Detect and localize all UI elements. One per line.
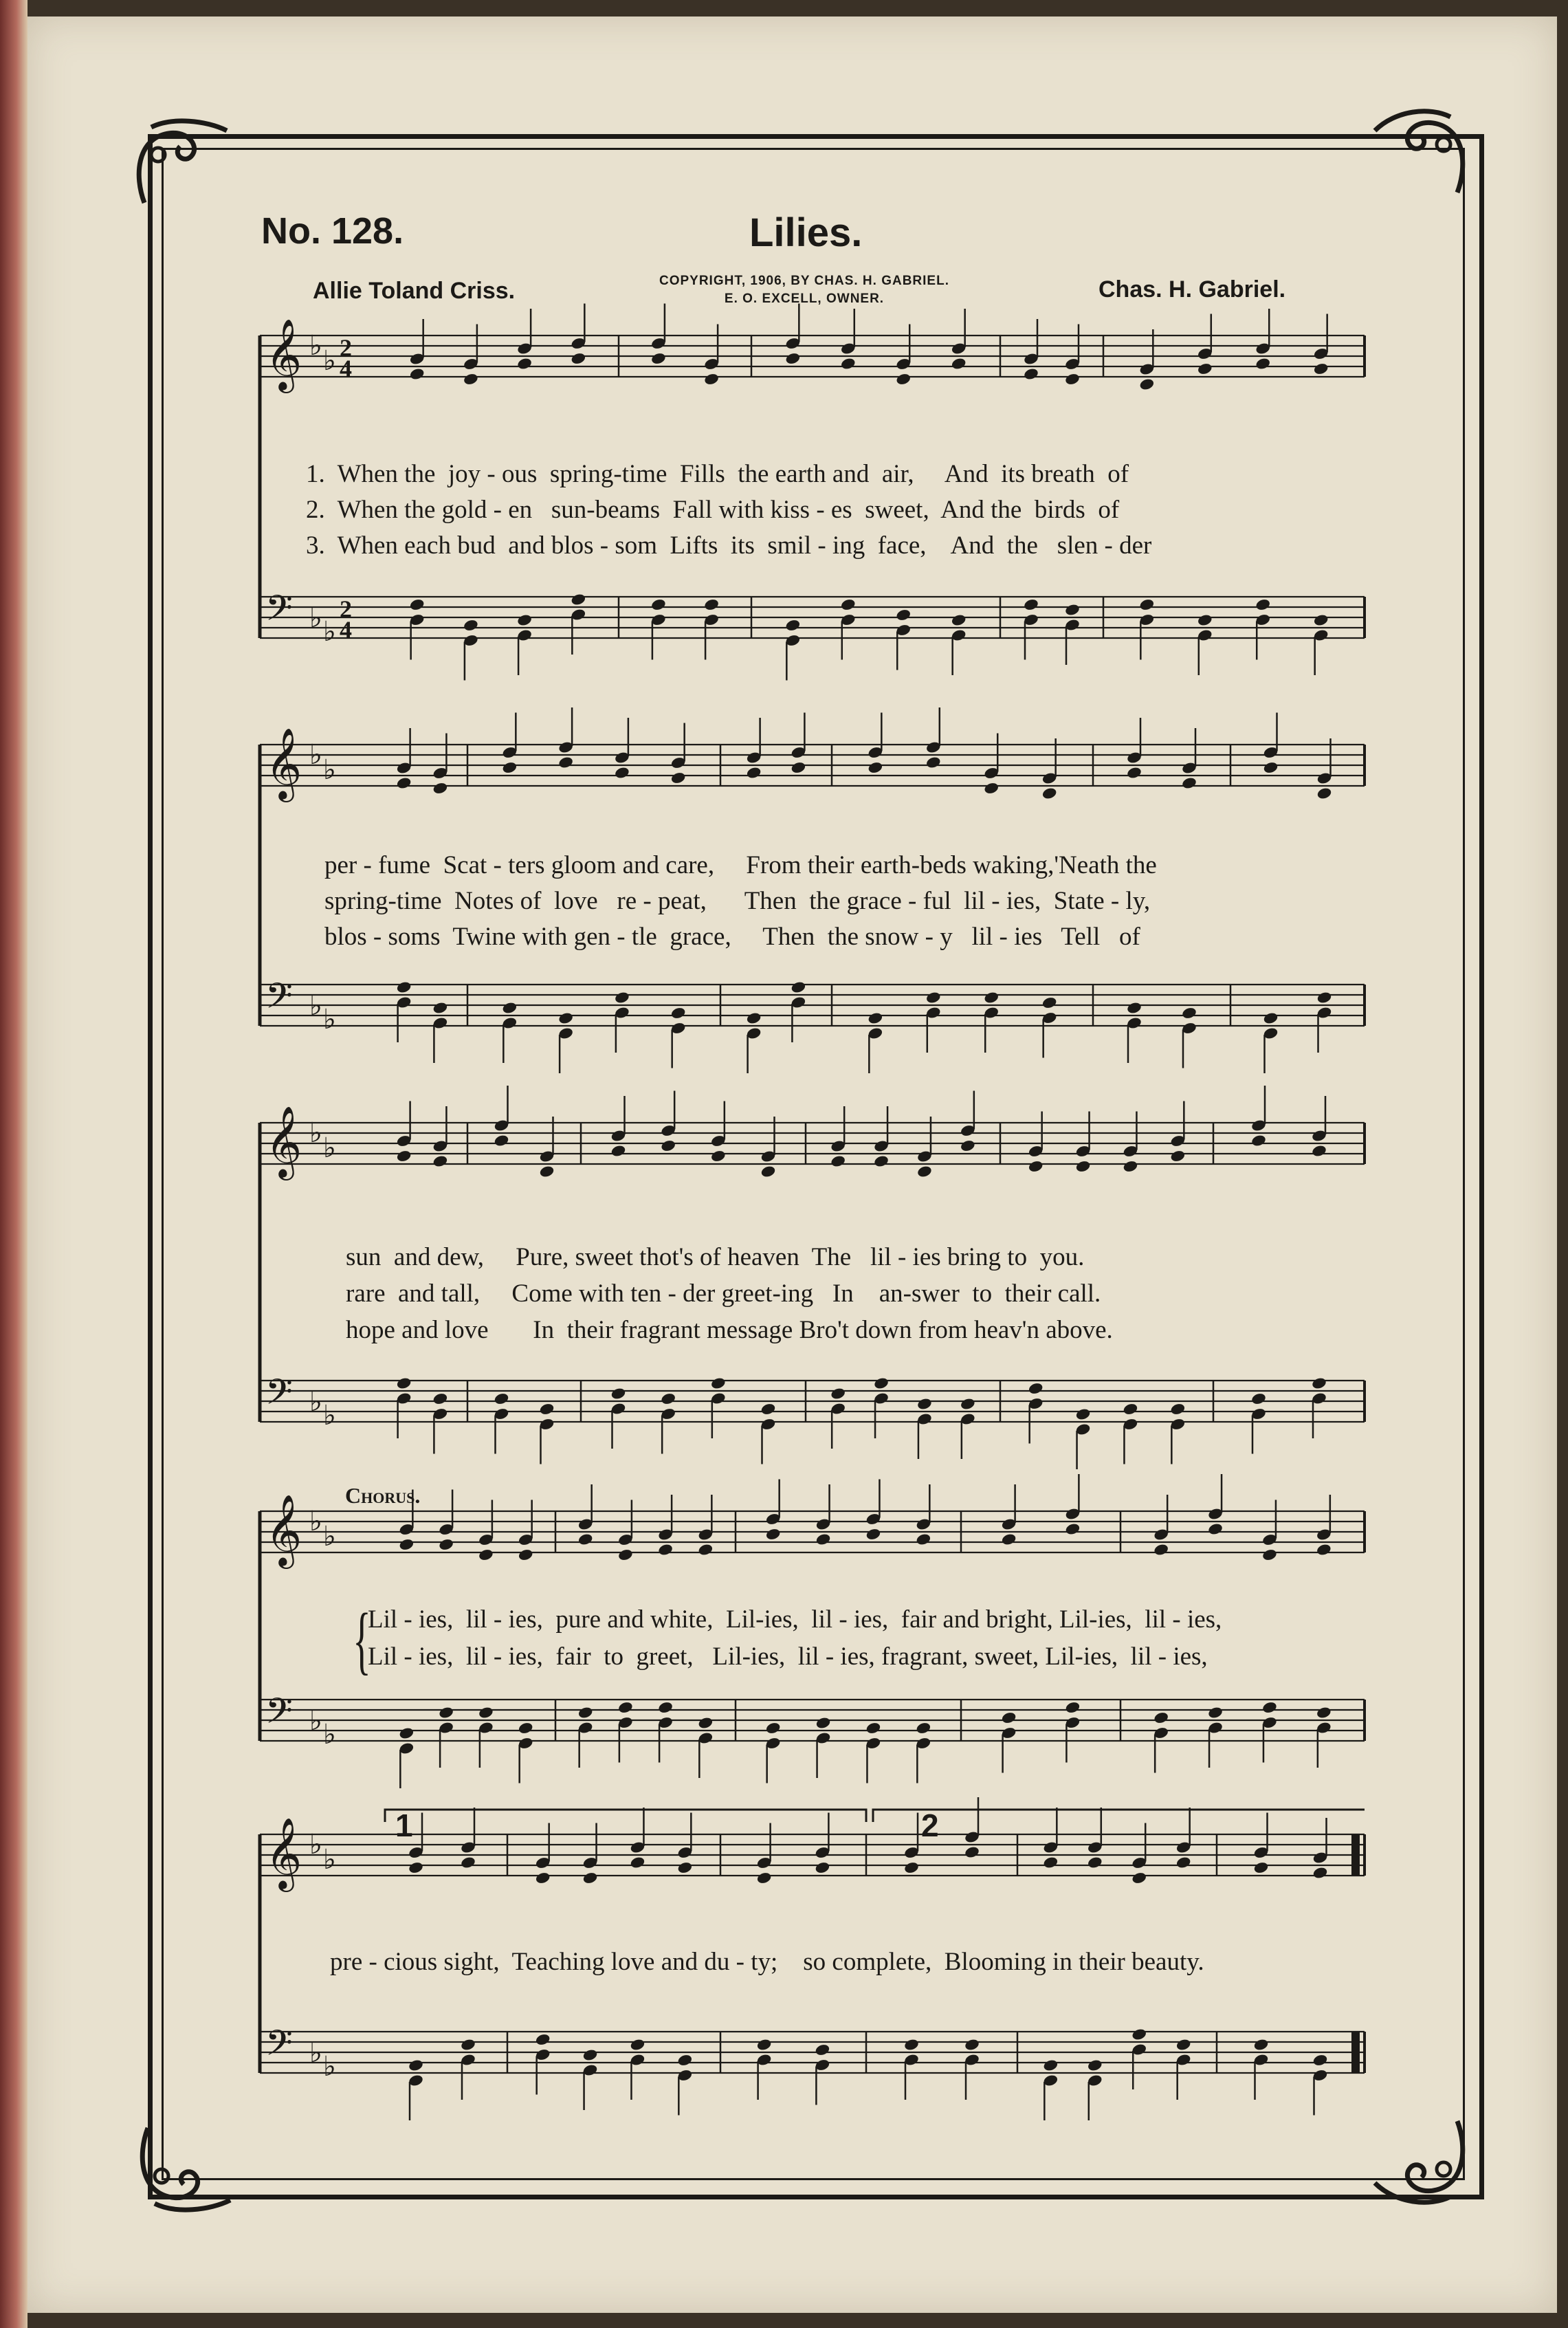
s4-bass-flat: ♭: [309, 1705, 322, 1737]
s1-treble-notehead: [1023, 367, 1039, 381]
s4-treble-notehead: [1316, 1543, 1332, 1557]
s3-bass-notehead: [916, 1397, 933, 1411]
s4-treble-notehead: [1207, 1522, 1224, 1536]
s3-bass-notehead: [1075, 1407, 1092, 1421]
s5-treble-notehead: [1253, 1861, 1270, 1875]
s4-treble-notehead: [698, 1543, 714, 1557]
s2-bass-notehead: [1181, 1007, 1197, 1020]
s1-bass-notehead: [785, 619, 802, 633]
s5-bass-notehead: [1175, 2038, 1192, 2052]
s2-treble-notehead: [670, 771, 687, 785]
s3-treble-notehead: [1311, 1144, 1327, 1158]
second-ending-bracket: [873, 1810, 1365, 1822]
s3-bass-notehead: [1250, 1392, 1267, 1406]
s3-bass-notehead: [960, 1397, 976, 1411]
s4-bass-notehead: [815, 1716, 832, 1730]
s4-bass-notehead: [916, 1722, 932, 1735]
s4-bass-notehead: [617, 1701, 634, 1715]
s1-treble-notehead: [1197, 362, 1213, 376]
s2-treble-flat: ♭: [309, 739, 322, 771]
s3-treble-notehead: [873, 1154, 890, 1168]
s4-treble-notehead: [765, 1528, 782, 1541]
s4-treble-notehead: [815, 1533, 832, 1546]
s3-treble-notehead: [432, 1154, 449, 1168]
first-ending-number: 1: [395, 1808, 413, 1843]
s5-treble-notehead: [1043, 1856, 1059, 1869]
s4-bass-notehead: [698, 1716, 714, 1730]
s5-bass-notehead: [460, 2038, 476, 2052]
s1-bass-notehead: [840, 598, 857, 612]
s1-treble-notehead: [571, 352, 587, 366]
s5-treble-notehead: [756, 1871, 773, 1885]
s3-bass-notehead: [710, 1376, 727, 1390]
s2-treble-notehead: [925, 756, 942, 769]
s5-bass-flat: ♭: [323, 2051, 336, 2083]
s1-bass-bass-clef: 𝄢: [265, 587, 293, 637]
s3-bass-notehead: [539, 1403, 555, 1416]
s3-bass-flat: ♭: [323, 1400, 336, 1431]
verse2-line-3: rare and tall, Come with ten - der greet-ing In an-swer to their call.: [346, 1280, 1101, 1308]
s3-treble-notehead: [916, 1165, 933, 1178]
s3-bass-notehead: [432, 1392, 449, 1406]
s1-bass-flat: ♭: [309, 602, 322, 634]
s3-bass-flat: ♭: [309, 1386, 322, 1418]
s1-bass-notehead: [1255, 598, 1271, 612]
s1-treble-flat: ♭: [323, 345, 336, 377]
s1-treble-notehead: [650, 352, 667, 366]
s1-treble-notehead: [463, 373, 479, 386]
s5-bass-notehead: [815, 2043, 831, 2057]
s5-treble-notehead: [535, 1871, 551, 1885]
s2-treble-notehead: [614, 766, 630, 780]
s5-bass-notehead: [677, 2054, 694, 2067]
s3-bass-notehead: [660, 1392, 676, 1406]
second-ending-number: 2: [921, 1808, 939, 1843]
s2-treble-notehead: [502, 761, 518, 775]
s2-bass-notehead: [1263, 1011, 1279, 1025]
s1-treble-time-bottom: 4: [340, 355, 352, 382]
s3-treble-notehead: [1123, 1160, 1139, 1174]
copyright-line: COPYRIGHT, 1906, BY CHAS. H. GABRIEL.: [659, 274, 949, 288]
s5-treble-notehead: [408, 1861, 424, 1875]
s3-treble-notehead: [830, 1154, 846, 1168]
s1-treble-notehead: [516, 357, 533, 371]
s3-treble-notehead: [1075, 1160, 1092, 1174]
s1-treble-notehead: [951, 357, 967, 371]
s5-treble-notehead: [630, 1856, 646, 1869]
s4-bass-notehead: [399, 1726, 415, 1740]
s3-treble-notehead: [396, 1150, 412, 1163]
s1-bass-notehead: [1023, 598, 1039, 612]
s1-treble-notehead: [1255, 357, 1271, 371]
s4-treble-treble-clef: 𝄞: [265, 1494, 302, 1566]
s4-treble-notehead: [1001, 1533, 1017, 1546]
s1-bass-time-top: 2: [340, 595, 352, 623]
s2-treble-notehead: [746, 766, 762, 780]
s1-bass-notehead: [895, 608, 912, 622]
s1-bass-notehead: [650, 598, 667, 612]
s4-bass-notehead: [478, 1706, 494, 1720]
s3-treble-notehead: [760, 1165, 777, 1178]
s4-bass-notehead: [1207, 1706, 1224, 1720]
s1-bass-notehead: [1064, 603, 1081, 617]
s5-bass-notehead: [1043, 2058, 1059, 2072]
s3-treble-flat: ♭: [323, 1132, 336, 1164]
composer: Chas. H. Gabriel.: [1098, 276, 1286, 303]
s5-bass-notehead: [1087, 2058, 1103, 2072]
s2-treble-notehead: [868, 761, 884, 775]
s3-treble-notehead: [610, 1144, 627, 1158]
s4-treble-notehead: [916, 1533, 932, 1546]
s3-bass-notehead: [1311, 1376, 1327, 1390]
s4-bass-flat: ♭: [323, 1719, 336, 1750]
s5-bass-notehead: [1253, 2038, 1270, 2052]
s4-treble-flat: ♭: [309, 1506, 322, 1537]
s3-treble-flat: ♭: [309, 1117, 322, 1149]
s5-bass-flat: ♭: [309, 2037, 322, 2069]
s2-bass-bass-clef: 𝄢: [265, 975, 293, 1025]
s1-treble-notehead: [703, 373, 720, 386]
s4-treble-flat: ♭: [323, 1521, 336, 1552]
s3-treble-notehead: [1170, 1150, 1186, 1163]
s4-bass-notehead: [1065, 1701, 1081, 1715]
s3-bass-notehead: [1170, 1403, 1186, 1416]
s3-treble-notehead: [1028, 1160, 1044, 1174]
chorus-line-1: Lil - ies, lil - ies, pure and white, Lil-ies, lil - ies, fair and bright, Lil-ies, lil - ies,: [368, 1605, 1222, 1634]
s3-treble-notehead: [710, 1150, 727, 1163]
s3-treble-notehead: [660, 1139, 676, 1153]
s1-bass-notehead: [1197, 613, 1213, 627]
s3-bass-notehead: [1123, 1403, 1139, 1416]
s2-bass-notehead: [925, 991, 942, 1004]
s2-treble-notehead: [396, 776, 412, 790]
s2-bass-notehead: [868, 1011, 884, 1025]
s1-bass-notehead: [951, 613, 967, 627]
s1-treble-notehead: [785, 352, 802, 366]
s1-bass-flat: ♭: [323, 616, 336, 648]
final-double-bar: [1351, 1834, 1360, 1876]
final-double-bar: [1351, 2032, 1360, 2073]
s4-bass-notehead: [657, 1701, 674, 1715]
s4-bass-notehead: [765, 1722, 782, 1735]
chorus-label: Chorus.: [345, 1483, 421, 1508]
s4-treble-notehead: [577, 1533, 594, 1546]
s5-treble-notehead: [677, 1861, 694, 1875]
first-ending-bracket: [385, 1810, 866, 1822]
s4-bass-notehead: [577, 1706, 594, 1720]
s1-treble-treble-clef: 𝄞: [265, 318, 302, 391]
s4-treble-notehead: [657, 1543, 674, 1557]
s4-bass-notehead: [865, 1722, 882, 1735]
s2-bass-flat: ♭: [323, 1004, 336, 1035]
copyright-owner: E. O. EXCELL, OWNER.: [724, 292, 885, 306]
author: Allie Toland Criss.: [313, 278, 516, 304]
s1-treble-notehead: [409, 367, 426, 381]
s2-bass-notehead: [557, 1011, 574, 1025]
s1-bass-notehead: [703, 598, 720, 612]
s3-bass-notehead: [873, 1376, 890, 1390]
s4-bass-bass-clef: 𝄢: [265, 1690, 293, 1740]
s3-treble-notehead: [1250, 1134, 1267, 1147]
s2-bass-notehead: [746, 1011, 762, 1025]
verse3-line-3: hope and love In their fragrant message Bro't down from heav'n above.: [346, 1316, 1113, 1344]
s2-bass-notehead: [432, 1001, 449, 1015]
s5-bass-notehead: [964, 2038, 980, 2052]
hymn-number: No. 128.: [261, 210, 404, 252]
s4-bass-notehead: [1001, 1711, 1017, 1725]
s2-bass-notehead: [1041, 996, 1058, 1010]
s1-treble-notehead: [1064, 373, 1081, 386]
s1-bass-notehead: [409, 598, 426, 612]
s4-treble-notehead: [617, 1548, 634, 1562]
s1-bass-notehead: [1313, 613, 1329, 627]
s4-bass-notehead: [438, 1706, 454, 1720]
s1-treble-notehead: [1313, 362, 1329, 376]
final-line: pre - cious sight, Teaching love and du - ty; so complete, Blooming in their beauty.: [330, 1948, 1204, 1976]
s3-treble-notehead: [494, 1134, 510, 1147]
verse3-line-2: blos - soms Twine with gen - tle grace, Then the snow - y lil - ies Tell of: [324, 923, 1140, 951]
s5-treble-notehead: [1312, 1866, 1329, 1880]
s4-treble-notehead: [865, 1528, 882, 1541]
s3-bass-notehead: [494, 1392, 510, 1406]
s5-bass-notehead: [582, 2048, 599, 2062]
s5-treble-notehead: [460, 1856, 476, 1869]
s4-bass-notehead: [518, 1722, 534, 1735]
s5-treble-notehead: [1131, 1871, 1147, 1885]
s4-treble-notehead: [1065, 1522, 1081, 1536]
s2-treble-treble-clef: 𝄞: [265, 727, 302, 800]
s2-bass-flat: ♭: [309, 990, 322, 1022]
s2-bass-notehead: [396, 980, 412, 994]
s2-bass-notehead: [502, 1001, 518, 1015]
s5-treble-treble-clef: 𝄞: [265, 1817, 302, 1889]
s4-bass-notehead: [1153, 1711, 1169, 1725]
s2-bass-notehead: [1126, 1001, 1142, 1015]
s3-bass-bass-clef: 𝄢: [265, 1371, 293, 1421]
s3-bass-notehead: [760, 1403, 777, 1416]
s3-bass-notehead: [610, 1387, 627, 1401]
s1-bass-notehead: [1139, 598, 1156, 612]
s5-treble-notehead: [1175, 1856, 1192, 1869]
chorus-line-2: Lil - ies, lil - ies, fair to greet, Lil-ies, lil - ies, fragrant, sweet, Lil-ies, lil - ies,: [368, 1643, 1208, 1671]
s4-treble-notehead: [1153, 1543, 1169, 1557]
verse2-line-2: spring-time Notes of love re - peat, Then the grace - ful lil - ies, State - ly,: [324, 887, 1151, 915]
verse1-line-1: 1. When the joy - ous spring-time Fills the earth and air, And its breath of: [306, 460, 1129, 488]
chorus-brace: {: [353, 1598, 371, 1682]
s5-treble-flat: ♭: [323, 1844, 336, 1876]
s5-bass-bass-clef: 𝄢: [265, 2022, 293, 2072]
s4-treble-notehead: [399, 1538, 415, 1552]
s5-bass-notehead: [535, 2033, 551, 2047]
s5-treble-notehead: [582, 1871, 599, 1885]
s4-treble-notehead: [518, 1548, 534, 1562]
s2-treble-notehead: [1181, 776, 1197, 790]
s1-bass-time-bottom: 4: [340, 616, 352, 644]
s5-bass-notehead: [1312, 2054, 1329, 2067]
s2-treble-notehead: [983, 782, 1000, 795]
s1-treble-notehead: [895, 373, 912, 386]
s2-bass-notehead: [614, 991, 630, 1004]
verse3-line-1: 3. When each bud and blos - som Lifts its smil - ing face, And the slen - der: [306, 531, 1152, 560]
verse1-line-3: sun and dew, Pure, sweet thot's of heaven The lil - ies bring to you.: [346, 1243, 1085, 1271]
s1-bass-notehead: [571, 593, 587, 606]
s2-treble-notehead: [1041, 787, 1058, 800]
s1-treble-flat: ♭: [309, 330, 322, 362]
verse1-line-2: per - fume Scat - ters gloom and care, From their earth-beds waking,'Neath the: [324, 851, 1157, 879]
s3-treble-treble-clef: 𝄞: [265, 1106, 302, 1178]
s4-bass-notehead: [1261, 1701, 1278, 1715]
s5-bass-notehead: [408, 2058, 424, 2072]
s2-treble-flat: ♭: [323, 754, 336, 786]
s2-treble-notehead: [791, 761, 807, 775]
s3-treble-notehead: [539, 1165, 555, 1178]
s3-bass-notehead: [396, 1376, 412, 1390]
s4-treble-notehead: [438, 1538, 454, 1552]
s5-bass-notehead: [630, 2038, 646, 2052]
s1-bass-notehead: [516, 613, 533, 627]
s5-treble-notehead: [815, 1861, 831, 1875]
s3-bass-notehead: [830, 1387, 846, 1401]
s2-treble-notehead: [1126, 766, 1142, 780]
s2-treble-notehead: [432, 782, 449, 795]
s1-bass-notehead: [463, 619, 479, 633]
s4-treble-notehead: [1261, 1548, 1278, 1562]
s5-bass-notehead: [903, 2038, 920, 2052]
s2-treble-notehead: [1263, 761, 1279, 775]
s5-treble-notehead: [903, 1861, 920, 1875]
s5-treble-flat: ♭: [309, 1829, 322, 1860]
s2-bass-notehead: [670, 1007, 687, 1020]
s4-treble-notehead: [478, 1548, 494, 1562]
s1-treble-notehead: [1139, 377, 1156, 391]
hymn-title: Lilies.: [749, 210, 863, 255]
s3-treble-notehead: [960, 1139, 976, 1153]
s1-treble-notehead: [840, 357, 857, 371]
s5-bass-notehead: [756, 2038, 773, 2052]
s2-bass-notehead: [1316, 991, 1333, 1004]
s2-bass-notehead: [791, 980, 807, 994]
s4-bass-notehead: [1316, 1706, 1332, 1720]
s2-treble-notehead: [1316, 787, 1333, 800]
s2-treble-notehead: [557, 756, 574, 769]
s1-treble-time-top: 2: [340, 334, 352, 362]
s5-treble-notehead: [1087, 1856, 1103, 1869]
s5-bass-notehead: [1131, 2028, 1147, 2041]
s5-treble-notehead: [964, 1845, 980, 1859]
verse2-line-1: 2. When the gold - en sun-beams Fall with kiss - es sweet, And the birds of: [306, 496, 1120, 524]
s3-bass-notehead: [1028, 1382, 1044, 1396]
s2-bass-notehead: [983, 991, 1000, 1004]
